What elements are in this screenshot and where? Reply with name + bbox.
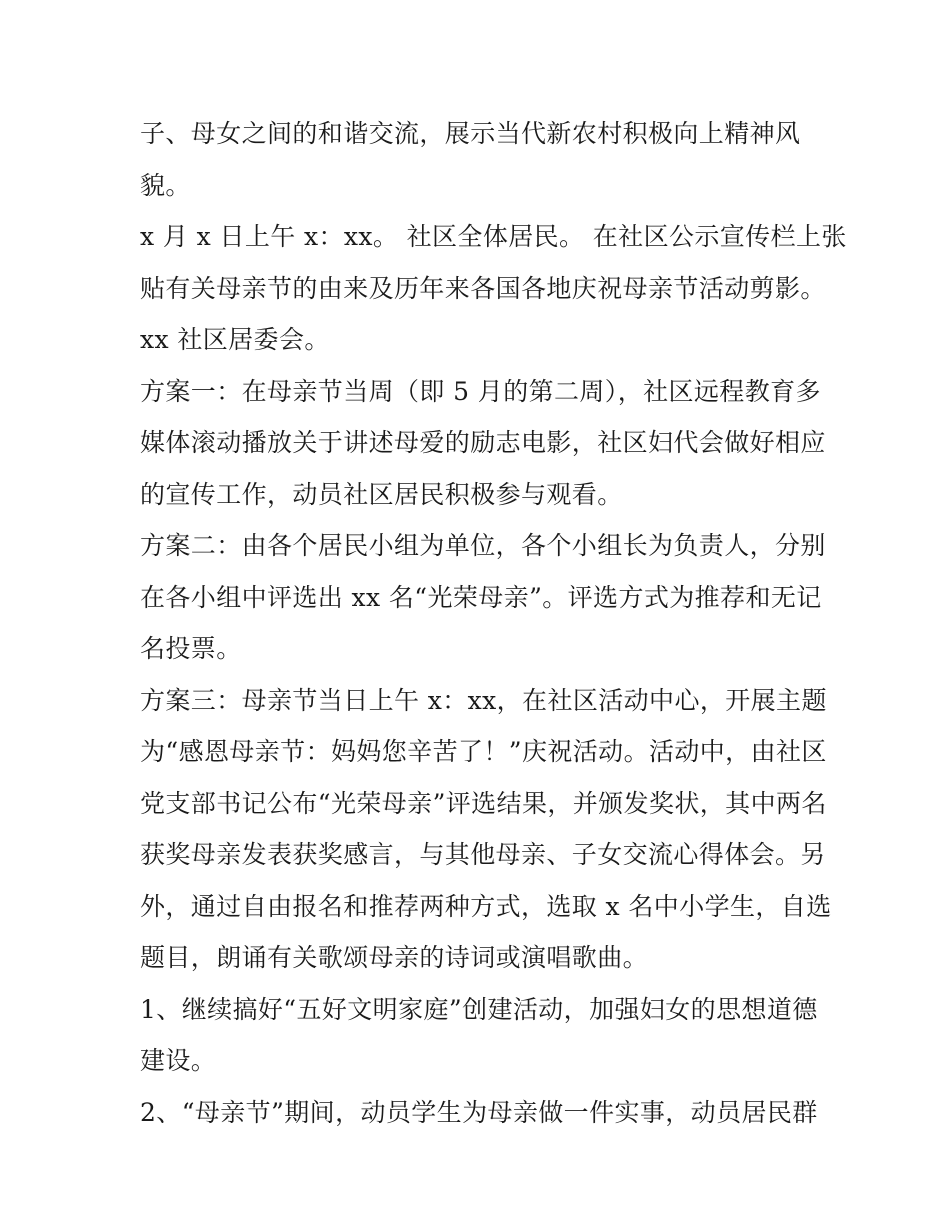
- text-line: 在各小组中评选出 xx 名“光荣母亲”。评选方式为推荐和无记: [140, 582, 822, 612]
- text-line: x 月 x 日上午 x：xx。 社区全体居民。 在社区公示宣传栏上张: [140, 222, 847, 251]
- paragraph-plan-three: [140, 675, 832, 984]
- text-line: 1、继续搞好“五好文明家庭”创建活动，加强妇女的思想道德: [140, 994, 818, 1024]
- paragraph-intro-continuation: [140, 108, 820, 211]
- paragraph-item-one: [140, 984, 820, 1087]
- paragraph-time-place: [140, 211, 847, 366]
- text-line: 方案二：由各个居民小组为单位，各个小组长为负责人，分别: [140, 531, 826, 560]
- text-line: xx 社区居委会。: [140, 325, 330, 354]
- text-line: 题目，朗诵有关歌颂母亲的诗词或演唱歌曲。: [140, 943, 649, 972]
- text-line: 2、“母亲节”期间，动员学生为母亲做一件实事，动员居民群: [140, 1097, 818, 1127]
- text-line: 子、母女之间的和谐交流，展示当代新农村积极向上精神风: [140, 119, 801, 148]
- text-line: 为“感恩母亲节：妈妈您辛苦了！”庆祝活动。活动中，由社区: [140, 737, 827, 766]
- text-line: 建设。: [140, 1046, 217, 1075]
- text-line: 获奖母亲发表获奖感言，与其他母亲、子女交流心得体会。另: [140, 840, 826, 869]
- paragraph-plan-one: [140, 366, 826, 521]
- text-line: 的宣传工作，动员社区居民积极参与观看。: [140, 479, 623, 509]
- text-line: 党支部书记公布“光荣母亲”评选结果，并颁发奖状，其中两名: [140, 788, 827, 818]
- text-line: 貌。: [140, 170, 191, 200]
- text-line: 方案三：母亲节当日上午 x：xx，在社区活动中心，开展主题: [140, 685, 827, 715]
- text-line: 名投票。: [140, 634, 242, 663]
- paragraph-item-two: [140, 1087, 820, 1139]
- text-line: 媒体滚动播放关于讲述母爱的励志电影，社区妇代会做好相应: [140, 428, 826, 457]
- text-line: 外，通过自由报名和推荐两种方式，选取 x 名中小学生，自选: [140, 891, 832, 921]
- paragraph-plan-two: [140, 520, 826, 675]
- text-line: 方案一：在母亲节当周（即 5 月的第二周），社区远程教育多: [140, 376, 821, 406]
- document-body: [140, 108, 847, 1138]
- text-line: 贴有关母亲节的由来及历年来各国各地庆祝母亲节活动剪影。: [140, 273, 826, 303]
